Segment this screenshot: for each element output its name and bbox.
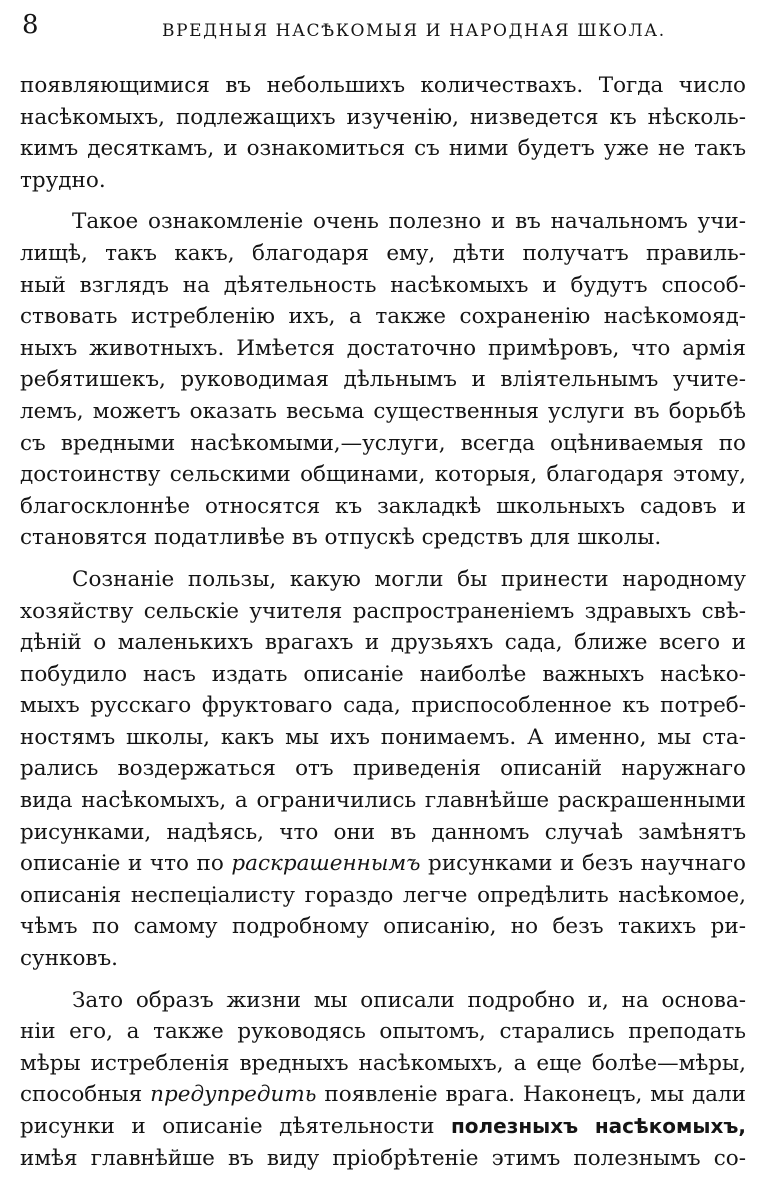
text-line-with-italic: [20, 848, 746, 880]
text-segment: появленіе врага. Наконецъ, мы дали: [316, 1082, 746, 1108]
text-line: чѣмъ по самому подробному описанію, но безъ такихъ ри-: [20, 914, 746, 940]
bold-emphasis: полезныхъ насѣкомыхъ,: [450, 1114, 746, 1138]
text-line: имѣя главнѣйше въ виду пріобрѣтеніе этимъ полезнымъ со-: [20, 1145, 746, 1171]
italic-emphasis: раскрашеннымъ: [231, 851, 421, 877]
text-line: появляющимися въ небольшихъ количествахъ. Тогда число: [20, 73, 746, 98]
text-line-with-italic: [20, 1079, 746, 1111]
text-line: дѣній о маленькихъ врагахъ и друзьяхъ сада, ближе всего и: [20, 630, 746, 656]
text-line: рались воздержаться отъ приведенія описаній наружнаго: [20, 756, 746, 782]
text-line: ныхъ животныхъ. Имѣется достаточно примѣровъ, что армія: [20, 335, 746, 361]
paragraph-3: [20, 564, 746, 975]
paragraph-2: [20, 206, 746, 554]
text-line: мѣры истребленія вредныхъ насѣкомыхъ, а еще болѣе—мѣры,: [20, 1050, 746, 1076]
text-line: ребятишекъ, руководимая дѣльнымъ и вліятельнымъ учите-: [20, 367, 746, 393]
text-line: кимъ десяткамъ, и ознакомиться съ ними будетъ уже не такъ: [20, 136, 746, 162]
body-text: [20, 70, 746, 1184]
text-line: ніи его, а также руководясь опытомъ, старались преподать: [20, 1019, 746, 1045]
text-line: лемъ, можетъ оказать весьма существенныя услуги въ борьбѣ: [20, 398, 746, 424]
page-number: 8: [22, 10, 39, 40]
paragraph-1: [20, 70, 746, 196]
text-line: Зато образъ жизни мы описали подробно и, на основа-: [72, 987, 746, 1013]
text-segment: способныя: [20, 1082, 151, 1108]
text-line: описанія неспеціалисту гораздо легче опредѣлить насѣкомое,: [20, 882, 746, 908]
paragraph-4: [20, 985, 746, 1175]
text-line: вида насѣкомыхъ, а ограничились главнѣйше раскрашенными: [20, 788, 746, 814]
text-line: ствовать истребленію ихъ, а также сохраненію насѣкомояд-: [20, 304, 746, 330]
text-segment: рисунками и безъ научнаго: [420, 851, 746, 877]
text-line: Такое ознакомленіе очень полезно и въ начальномъ учи-: [72, 209, 746, 235]
text-line: побудило насъ издать описаніе наиболѣе важныхъ насѣко-: [20, 661, 746, 687]
text-line: хозяйству сельскіе учителя распространеніемъ здравыхъ свѣ-: [20, 598, 746, 624]
text-line: съ вредными насѣкомыми,—услуги, всегда оцѣниваемыя по: [20, 430, 746, 456]
text-line: сунковъ.: [20, 946, 119, 972]
italic-emphasis: предупредить: [150, 1082, 317, 1108]
running-title: ВРЕДНЫЯ НАСѢКОМЫЯ И НАРОДНАЯ ШКОЛА.: [162, 21, 666, 41]
text-line: лищѣ, такъ какъ, благодаря ему, дѣти получатъ правиль-: [20, 240, 746, 266]
text-line: достоинству сельскими общинами, которыя, благодаря этому,: [20, 462, 746, 488]
text-line: благосклоннѣе относятся къ закладкѣ школьныхъ садовъ и: [20, 493, 746, 519]
text-segment: рисунки и описаніе дѣятельности: [20, 1114, 451, 1139]
text-segment: описаніе и что по: [20, 851, 232, 877]
text-line-with-bold: [20, 1111, 746, 1143]
text-line: ностямъ школы, какъ мы ихъ понимаемъ. А именно, мы ста-: [20, 724, 746, 750]
text-line: мыхъ русскаго фруктоваго сада, приспособленное къ потреб-: [20, 693, 746, 719]
text-line: ный взглядъ на дѣятельность насѣкомыхъ и будутъ способ-: [20, 272, 746, 298]
text-line: насѣкомыхъ, подлежащихъ изученію, низведется къ нѣсколь-: [20, 104, 746, 130]
text-line: рисунками, надѣясь, что они въ данномъ случаѣ замѣнятъ: [20, 819, 746, 845]
text-line: Сознаніе пользы, какую могли бы принести народному: [72, 566, 746, 592]
text-line: трудно.: [20, 167, 106, 193]
text-line: становятся податливѣе въ отпускѣ средствъ для школы.: [20, 525, 662, 551]
